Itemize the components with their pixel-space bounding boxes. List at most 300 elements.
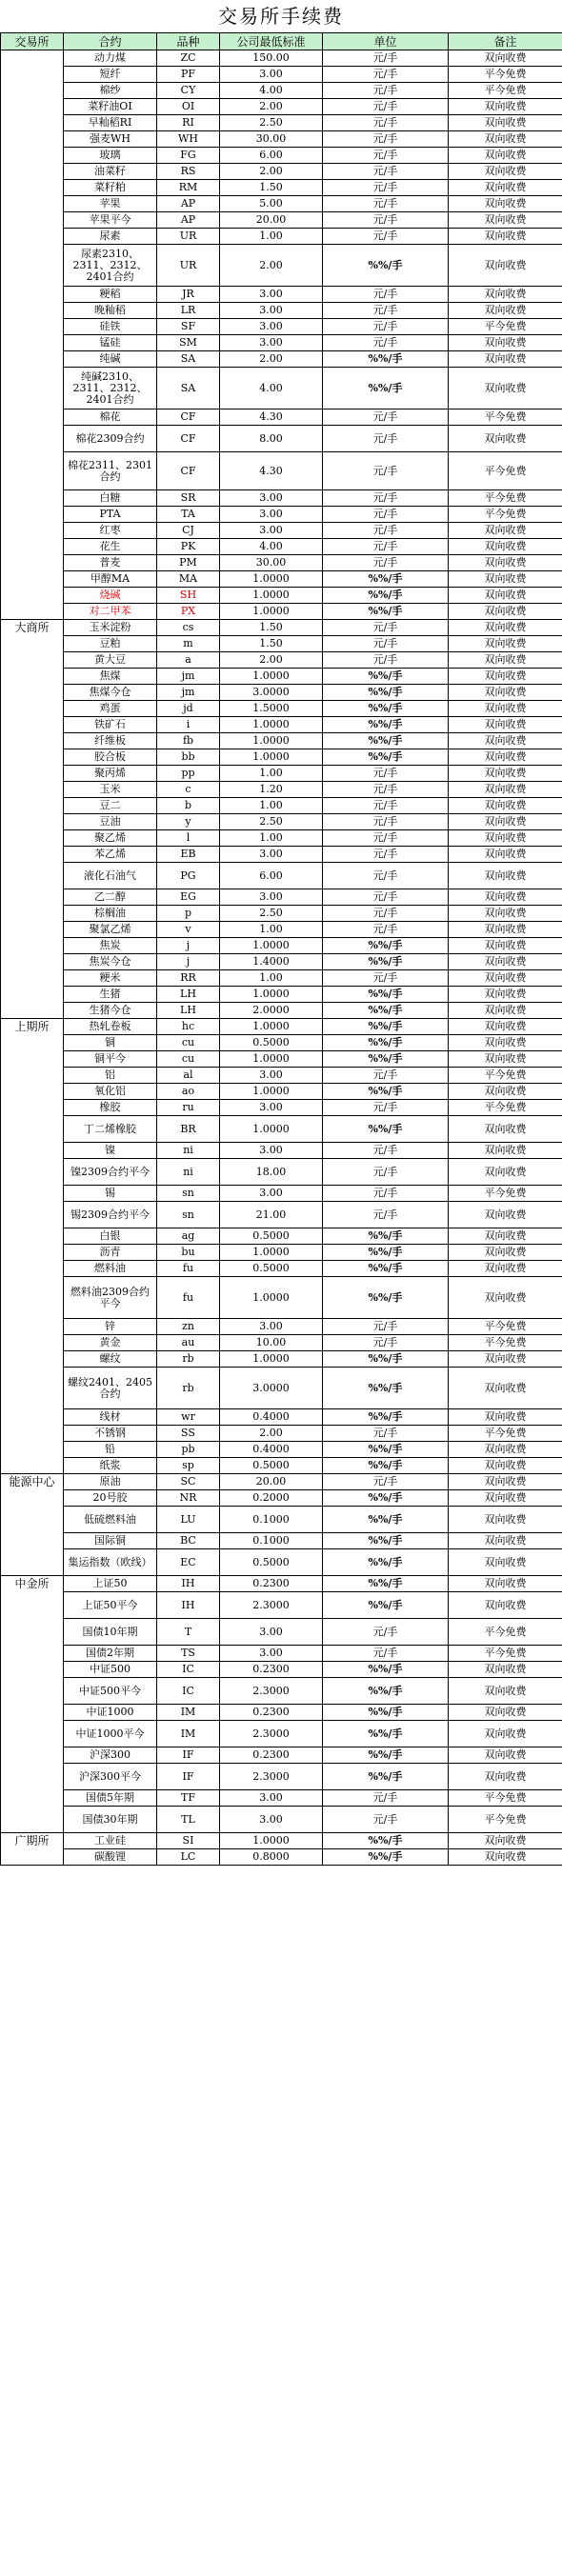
- code-cell: bu: [157, 1245, 220, 1261]
- min-standard-cell: 2.3000: [220, 1764, 323, 1790]
- code-cell: TS: [157, 1646, 220, 1662]
- min-standard-cell: 3.00: [220, 1807, 323, 1833]
- min-standard-cell: 3.00: [220, 1619, 323, 1646]
- min-standard-cell: 1.0000: [220, 571, 323, 588]
- code-cell: ZC: [157, 50, 220, 67]
- contract-cell: 动力煤: [64, 50, 157, 67]
- min-standard-cell: 1.0000: [220, 1116, 323, 1143]
- contract-cell: 20号胶: [64, 1490, 157, 1507]
- table-row: [1, 1790, 562, 1807]
- min-standard-cell: 1.0000: [220, 1277, 323, 1319]
- code-cell: c: [157, 782, 220, 798]
- table-row: [1, 1764, 562, 1790]
- code-cell: LR: [157, 303, 220, 319]
- contract-cell: 中证1000: [64, 1705, 157, 1721]
- code-cell: RI: [157, 115, 220, 131]
- min-standard-cell: 1.50: [220, 620, 323, 636]
- unit-cell: 元/手: [323, 1426, 449, 1442]
- min-standard-cell: 0.2300: [220, 1705, 323, 1721]
- table-row: [1, 604, 562, 620]
- note-cell: 双向收费: [449, 830, 562, 847]
- note-cell: 双向收费: [449, 1490, 562, 1507]
- table-row: [1, 1035, 562, 1051]
- unit-cell: 元/手: [323, 426, 449, 452]
- code-cell: fu: [157, 1277, 220, 1319]
- contract-cell: 线材: [64, 1409, 157, 1426]
- table-row: [1, 1662, 562, 1678]
- header-unit: 单位: [323, 33, 449, 50]
- code-cell: ag: [157, 1228, 220, 1245]
- contract-cell: 苹果: [64, 196, 157, 212]
- table-row: [1, 889, 562, 906]
- note-cell: 双向收费: [449, 782, 562, 798]
- header-min-standard: 公司最低标准: [220, 33, 323, 50]
- table-row: [1, 1507, 562, 1533]
- contract-cell: 国债5年期: [64, 1790, 157, 1807]
- code-cell: JR: [157, 287, 220, 303]
- unit-cell: 元/手: [323, 970, 449, 987]
- note-cell: 双向收费: [449, 426, 562, 452]
- table-row: [1, 847, 562, 863]
- code-cell: SI: [157, 1833, 220, 1849]
- table-row: [1, 1116, 562, 1143]
- contract-cell: 玻璃: [64, 148, 157, 164]
- contract-cell: 普麦: [64, 555, 157, 571]
- code-cell: hc: [157, 1019, 220, 1035]
- unit-cell: 元/手: [323, 906, 449, 922]
- note-cell: 平今免费: [449, 490, 562, 507]
- code-cell: PM: [157, 555, 220, 571]
- min-standard-cell: 2.00: [220, 351, 323, 368]
- table-row: [1, 814, 562, 830]
- min-standard-cell: 1.00: [220, 229, 323, 245]
- note-cell: 双向收费: [449, 814, 562, 830]
- note-cell: 双向收费: [449, 620, 562, 636]
- unit-cell: 元/手: [323, 798, 449, 814]
- min-standard-cell: 1.0000: [220, 1245, 323, 1261]
- contract-cell: 铅: [64, 1442, 157, 1458]
- table-row: [1, 409, 562, 426]
- min-standard-cell: 3.00: [220, 319, 323, 335]
- code-cell: SF: [157, 319, 220, 335]
- note-cell: 双向收费: [449, 1409, 562, 1426]
- unit-cell: %%/手: [323, 1705, 449, 1721]
- table-row: [1, 1277, 562, 1319]
- unit-cell: 元/手: [323, 131, 449, 148]
- code-cell: ru: [157, 1100, 220, 1116]
- table-row: [1, 1426, 562, 1442]
- code-cell: TF: [157, 1790, 220, 1807]
- code-cell: IH: [157, 1592, 220, 1619]
- note-cell: 双向收费: [449, 685, 562, 701]
- table-row: [1, 717, 562, 733]
- code-cell: fb: [157, 733, 220, 749]
- note-cell: 双向收费: [449, 1019, 562, 1035]
- note-cell: 双向收费: [449, 669, 562, 685]
- code-cell: CY: [157, 83, 220, 99]
- min-standard-cell: 20.00: [220, 1474, 323, 1490]
- unit-cell: 元/手: [323, 1068, 449, 1084]
- table-row: [1, 507, 562, 523]
- note-cell: 双向收费: [449, 351, 562, 368]
- unit-cell: %%/手: [323, 1368, 449, 1409]
- note-cell: 双向收费: [449, 636, 562, 652]
- min-standard-cell: 3.0000: [220, 1368, 323, 1409]
- contract-cell: 白糖: [64, 490, 157, 507]
- table-row: [1, 555, 562, 571]
- min-standard-cell: 1.0000: [220, 733, 323, 749]
- table-row: [1, 1576, 562, 1592]
- code-cell: i: [157, 717, 220, 733]
- table-row: [1, 701, 562, 717]
- min-standard-cell: 3.00: [220, 287, 323, 303]
- min-standard-cell: 1.0000: [220, 1084, 323, 1100]
- table-row: [1, 1646, 562, 1662]
- header-exchange: 交易所: [1, 33, 64, 50]
- min-standard-cell: 2.00: [220, 652, 323, 669]
- table-row: [1, 1202, 562, 1228]
- note-cell: 双向收费: [449, 733, 562, 749]
- contract-cell: 集运指数（欧线）: [64, 1549, 157, 1576]
- code-cell: jd: [157, 701, 220, 717]
- unit-cell: 元/手: [323, 652, 449, 669]
- min-standard-cell: 1.0000: [220, 1019, 323, 1035]
- exchange-cell: [1, 50, 64, 620]
- table-row: [1, 1351, 562, 1368]
- unit-cell: 元/手: [323, 636, 449, 652]
- min-standard-cell: 4.30: [220, 409, 323, 426]
- code-cell: fu: [157, 1261, 220, 1277]
- contract-cell: 镍2309合约平今: [64, 1159, 157, 1186]
- min-standard-cell: 1.50: [220, 180, 323, 196]
- min-standard-cell: 3.00: [220, 1319, 323, 1335]
- note-cell: 双向收费: [449, 1368, 562, 1409]
- unit-cell: 元/手: [323, 889, 449, 906]
- min-standard-cell: 5.00: [220, 196, 323, 212]
- contract-cell: 焦炭: [64, 938, 157, 954]
- unit-cell: 元/手: [323, 164, 449, 180]
- note-cell: 平今免费: [449, 507, 562, 523]
- unit-cell: 元/手: [323, 539, 449, 555]
- table-row: [1, 490, 562, 507]
- unit-cell: 元/手: [323, 1474, 449, 1490]
- min-standard-cell: 0.2300: [220, 1576, 323, 1592]
- exchange-cell: 中金所: [1, 1576, 64, 1833]
- contract-cell: 锌: [64, 1319, 157, 1335]
- contract-cell: 豆粕: [64, 636, 157, 652]
- min-standard-cell: 1.0000: [220, 717, 323, 733]
- note-cell: 平今免费: [449, 1426, 562, 1442]
- unit-cell: %%/手: [323, 1678, 449, 1705]
- table-row: [1, 669, 562, 685]
- code-cell: jm: [157, 669, 220, 685]
- unit-cell: %%/手: [323, 588, 449, 604]
- unit-cell: 元/手: [323, 1202, 449, 1228]
- unit-cell: 元/手: [323, 67, 449, 83]
- min-standard-cell: 3.00: [220, 1100, 323, 1116]
- code-cell: IC: [157, 1662, 220, 1678]
- min-standard-cell: 30.00: [220, 131, 323, 148]
- table-row: [1, 426, 562, 452]
- table-row: [1, 1592, 562, 1619]
- contract-cell: 铜: [64, 1035, 157, 1051]
- exchange-cell: 广期所: [1, 1833, 64, 1866]
- unit-cell: 元/手: [323, 99, 449, 115]
- unit-cell: 元/手: [323, 1619, 449, 1646]
- contract-cell: 沪深300平今: [64, 1764, 157, 1790]
- unit-cell: 元/手: [323, 1159, 449, 1186]
- contract-cell: 尿素: [64, 229, 157, 245]
- min-standard-cell: 3.00: [220, 1143, 323, 1159]
- unit-cell: 元/手: [323, 115, 449, 131]
- table-row: [1, 863, 562, 889]
- code-cell: TA: [157, 507, 220, 523]
- note-cell: 双向收费: [449, 701, 562, 717]
- unit-cell: %%/手: [323, 1051, 449, 1068]
- table-body: [1, 50, 562, 1866]
- min-standard-cell: 3.00: [220, 523, 323, 539]
- unit-cell: 元/手: [323, 303, 449, 319]
- code-cell: y: [157, 814, 220, 830]
- min-standard-cell: 0.2300: [220, 1662, 323, 1678]
- table-row: [1, 1442, 562, 1458]
- table-row: [1, 1747, 562, 1764]
- table-row: [1, 1549, 562, 1576]
- table-row: [1, 571, 562, 588]
- table-row: [1, 164, 562, 180]
- table-row: [1, 180, 562, 196]
- note-cell: 双向收费: [449, 1442, 562, 1458]
- table-row: [1, 1245, 562, 1261]
- code-cell: FG: [157, 148, 220, 164]
- note-cell: 双向收费: [449, 717, 562, 733]
- min-standard-cell: 3.00: [220, 889, 323, 906]
- unit-cell: %%/手: [323, 1261, 449, 1277]
- contract-cell: 纤维板: [64, 733, 157, 749]
- unit-cell: %%/手: [323, 1245, 449, 1261]
- contract-cell: 晚籼稻: [64, 303, 157, 319]
- code-cell: NR: [157, 1490, 220, 1507]
- note-cell: 双向收费: [449, 571, 562, 588]
- unit-cell: %%/手: [323, 1035, 449, 1051]
- min-standard-cell: 1.0000: [220, 938, 323, 954]
- code-cell: m: [157, 636, 220, 652]
- note-cell: 双向收费: [449, 1705, 562, 1721]
- table-row: [1, 798, 562, 814]
- contract-cell: 橡胶: [64, 1100, 157, 1116]
- min-standard-cell: 1.0000: [220, 1351, 323, 1368]
- note-cell: 双向收费: [449, 798, 562, 814]
- code-cell: wr: [157, 1409, 220, 1426]
- code-cell: rb: [157, 1351, 220, 1368]
- code-cell: IM: [157, 1705, 220, 1721]
- min-standard-cell: 0.5000: [220, 1228, 323, 1245]
- min-standard-cell: 1.0000: [220, 749, 323, 766]
- code-cell: pp: [157, 766, 220, 782]
- unit-cell: %%/手: [323, 1019, 449, 1035]
- note-cell: 双向收费: [449, 1261, 562, 1277]
- note-cell: 平今免费: [449, 1646, 562, 1662]
- min-standard-cell: 2.50: [220, 814, 323, 830]
- unit-cell: %%/手: [323, 368, 449, 409]
- min-standard-cell: 0.5000: [220, 1261, 323, 1277]
- contract-cell: 苹果平今: [64, 212, 157, 229]
- note-cell: 双向收费: [449, 148, 562, 164]
- table-row: [1, 115, 562, 131]
- note-cell: 双向收费: [449, 1202, 562, 1228]
- table-row: [1, 906, 562, 922]
- contract-cell: 焦煤今仓: [64, 685, 157, 701]
- table-row: [1, 1186, 562, 1202]
- contract-cell: 硅铁: [64, 319, 157, 335]
- code-cell: LC: [157, 1849, 220, 1866]
- unit-cell: %%/手: [323, 1003, 449, 1019]
- code-cell: EC: [157, 1549, 220, 1576]
- unit-cell: %%/手: [323, 1747, 449, 1764]
- table-row: [1, 620, 562, 636]
- header-code: 品种: [157, 33, 220, 50]
- contract-cell: 氧化铝: [64, 1084, 157, 1100]
- code-cell: l: [157, 830, 220, 847]
- note-cell: 双向收费: [449, 863, 562, 889]
- table-row: [1, 1335, 562, 1351]
- note-cell: 双向收费: [449, 652, 562, 669]
- note-cell: 平今免费: [449, 1790, 562, 1807]
- code-cell: LH: [157, 1003, 220, 1019]
- unit-cell: 元/手: [323, 1186, 449, 1202]
- table-row: [1, 196, 562, 212]
- unit-cell: %%/手: [323, 1764, 449, 1790]
- min-standard-cell: 10.00: [220, 1335, 323, 1351]
- unit-cell: 元/手: [323, 1646, 449, 1662]
- code-cell: IH: [157, 1576, 220, 1592]
- note-cell: 双向收费: [449, 1143, 562, 1159]
- contract-cell: 油菜籽: [64, 164, 157, 180]
- code-cell: EG: [157, 889, 220, 906]
- table-row: [1, 131, 562, 148]
- contract-cell: 黄金: [64, 1335, 157, 1351]
- contract-cell: 锡: [64, 1186, 157, 1202]
- code-cell: RR: [157, 970, 220, 987]
- min-standard-cell: 21.00: [220, 1202, 323, 1228]
- note-cell: 双向收费: [449, 889, 562, 906]
- unit-cell: %%/手: [323, 669, 449, 685]
- table-row: [1, 766, 562, 782]
- contract-cell: 聚氯乙烯: [64, 922, 157, 938]
- unit-cell: %%/手: [323, 1576, 449, 1592]
- table-row: [1, 1721, 562, 1747]
- unit-cell: 元/手: [323, 1807, 449, 1833]
- min-standard-cell: 2.00: [220, 1426, 323, 1442]
- note-cell: 双向收费: [449, 1159, 562, 1186]
- code-cell: AP: [157, 212, 220, 229]
- min-standard-cell: 1.50: [220, 636, 323, 652]
- unit-cell: 元/手: [323, 180, 449, 196]
- table-row: [1, 83, 562, 99]
- table-row: [1, 99, 562, 115]
- min-standard-cell: 1.00: [220, 970, 323, 987]
- contract-cell: 红枣: [64, 523, 157, 539]
- unit-cell: 元/手: [323, 50, 449, 67]
- contract-cell: 上证50平今: [64, 1592, 157, 1619]
- code-cell: j: [157, 938, 220, 954]
- code-cell: SS: [157, 1426, 220, 1442]
- note-cell: 双向收费: [449, 196, 562, 212]
- note-cell: 双向收费: [449, 368, 562, 409]
- note-cell: 双向收费: [449, 1849, 562, 1866]
- table-row: [1, 1319, 562, 1335]
- unit-cell: %%/手: [323, 1549, 449, 1576]
- table-row: [1, 749, 562, 766]
- note-cell: 双向收费: [449, 987, 562, 1003]
- contract-cell: 早籼稻RI: [64, 115, 157, 131]
- code-cell: LH: [157, 987, 220, 1003]
- contract-cell: 棉花: [64, 409, 157, 426]
- contract-cell: 锰硅: [64, 335, 157, 351]
- min-standard-cell: 4.00: [220, 83, 323, 99]
- code-cell: UR: [157, 245, 220, 287]
- code-cell: cu: [157, 1051, 220, 1068]
- unit-cell: 元/手: [323, 523, 449, 539]
- unit-cell: %%/手: [323, 1116, 449, 1143]
- contract-cell: 生猪: [64, 987, 157, 1003]
- min-standard-cell: 0.4000: [220, 1442, 323, 1458]
- contract-cell: 豆油: [64, 814, 157, 830]
- note-cell: 双向收费: [449, 555, 562, 571]
- code-cell: OI: [157, 99, 220, 115]
- code-cell: cs: [157, 620, 220, 636]
- note-cell: 双向收费: [449, 287, 562, 303]
- note-cell: 双向收费: [449, 766, 562, 782]
- table-row: [1, 685, 562, 701]
- unit-cell: 元/手: [323, 1335, 449, 1351]
- contract-cell: 黄大豆: [64, 652, 157, 669]
- min-standard-cell: 4.30: [220, 452, 323, 490]
- min-standard-cell: 3.00: [220, 1186, 323, 1202]
- contract-cell: 棉花2311、2301合约: [64, 452, 157, 490]
- note-cell: 平今免费: [449, 1068, 562, 1084]
- fee-table: [0, 32, 562, 1866]
- code-cell: MA: [157, 571, 220, 588]
- note-cell: 平今免费: [449, 1619, 562, 1646]
- min-standard-cell: 3.00: [220, 1646, 323, 1662]
- table-row: [1, 1807, 562, 1833]
- table-row: [1, 954, 562, 970]
- exchange-cell: 大商所: [1, 620, 64, 1019]
- note-cell: 双向收费: [449, 1351, 562, 1368]
- contract-cell: 纯碱: [64, 351, 157, 368]
- code-cell: LU: [157, 1507, 220, 1533]
- unit-cell: %%/手: [323, 571, 449, 588]
- code-cell: sn: [157, 1202, 220, 1228]
- min-standard-cell: 6.00: [220, 863, 323, 889]
- table-row: [1, 1068, 562, 1084]
- note-cell: 平今免费: [449, 1100, 562, 1116]
- note-cell: 双向收费: [449, 906, 562, 922]
- note-cell: 双向收费: [449, 938, 562, 954]
- code-cell: rb: [157, 1368, 220, 1409]
- table-row: [1, 287, 562, 303]
- min-standard-cell: 0.5000: [220, 1035, 323, 1051]
- unit-cell: 元/手: [323, 83, 449, 99]
- note-cell: 平今免费: [449, 1807, 562, 1833]
- contract-cell: 纸浆: [64, 1458, 157, 1474]
- min-standard-cell: 1.00: [220, 798, 323, 814]
- unit-cell: %%/手: [323, 1458, 449, 1474]
- code-cell: T: [157, 1619, 220, 1646]
- note-cell: 双向收费: [449, 1035, 562, 1051]
- contract-cell: 螺纹: [64, 1351, 157, 1368]
